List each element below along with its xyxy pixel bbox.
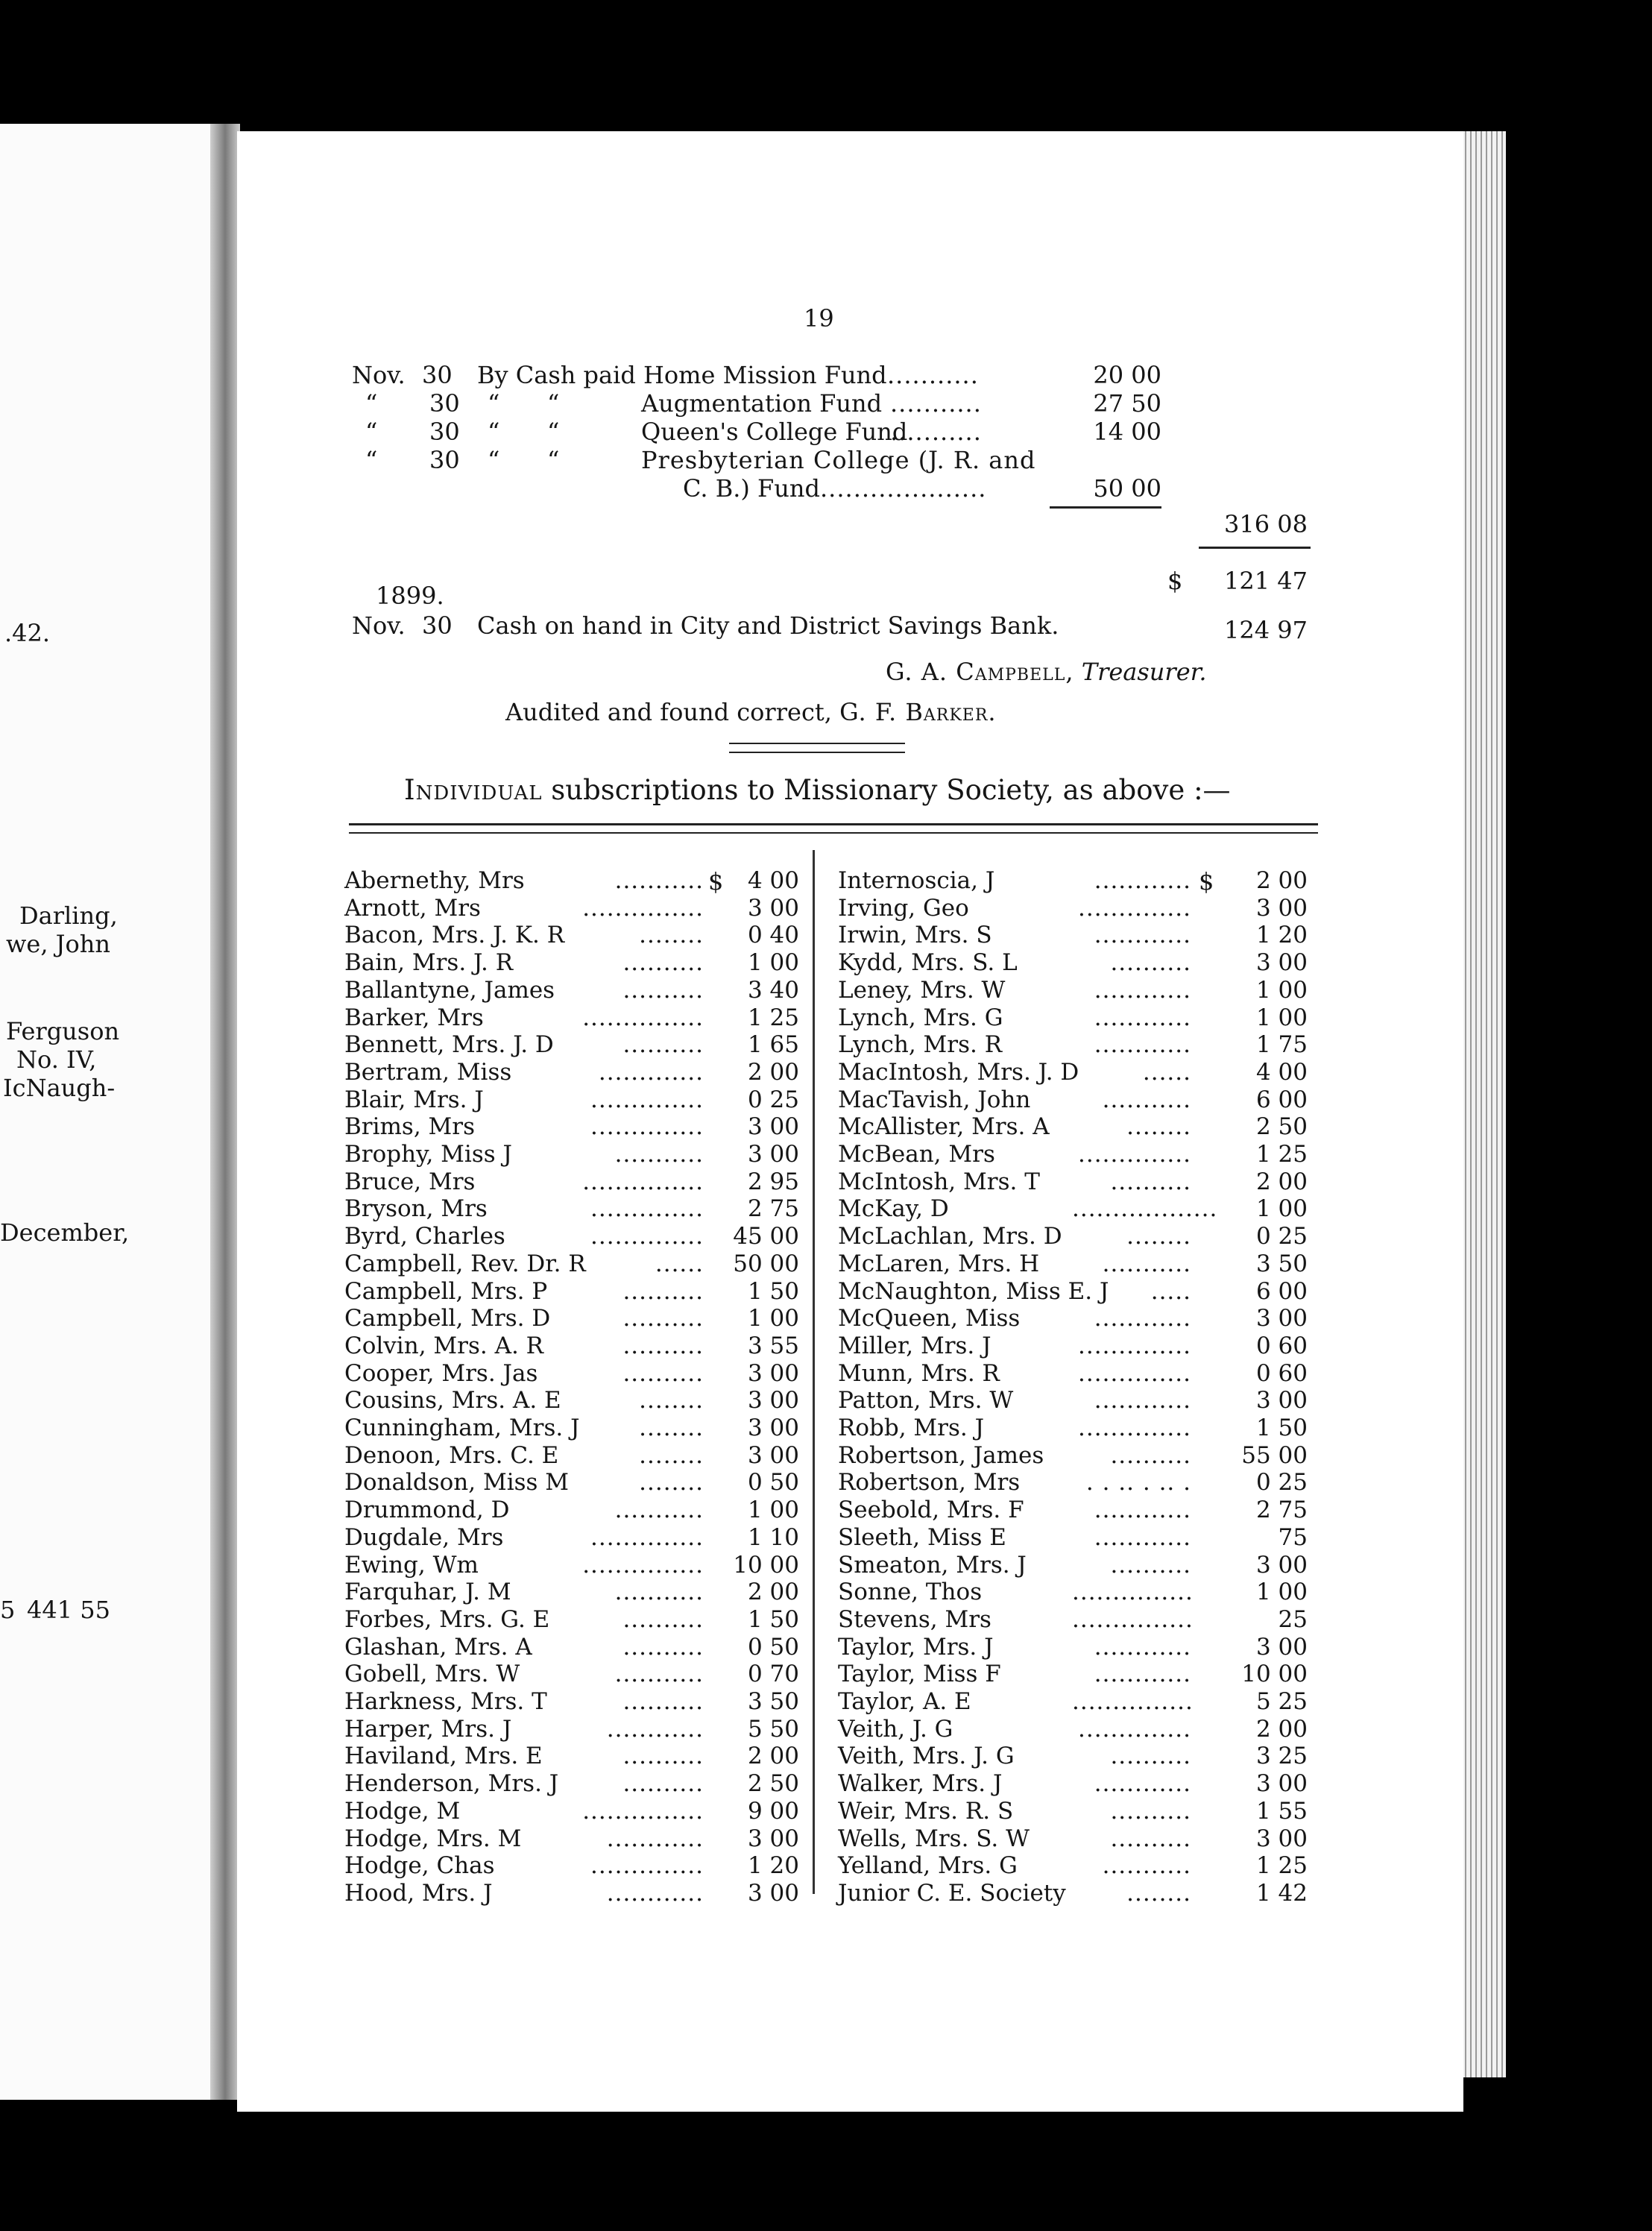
subscriber-name: Walker, Mrs. J (838, 1770, 1003, 1798)
subscription-amount: 1 00 (1255, 1004, 1308, 1031)
facing-page-fragment: .42. (4, 619, 51, 647)
subscription-amount: 4 00 (747, 867, 799, 894)
subscription-amount: 1 00 (1255, 1195, 1308, 1223)
subscriber-name: McNaughton, Miss E. J (838, 1277, 1109, 1305)
leader-dots: ........... (614, 1661, 704, 1688)
leader-dots: .......... (1110, 949, 1191, 977)
subscription-amount: 1 65 (747, 1031, 799, 1059)
subscriber-name: Sleeth, Miss E (838, 1523, 1006, 1551)
subscription-amount: 4 00 (1255, 1058, 1308, 1086)
facing-page-fragment: 5 (0, 1596, 16, 1624)
leader-dots: ............... (1072, 1579, 1194, 1606)
leader-dots: .......... (1110, 1797, 1191, 1825)
facing-page-fragment: we, John (6, 930, 110, 958)
leader-dots: ............ (1094, 1305, 1191, 1332)
subscriber-name: Bennett, Mrs. J. D (344, 1031, 554, 1059)
leader-dots: .............. (1078, 1359, 1191, 1387)
subscriber-name: Glashan, Mrs. A (344, 1633, 532, 1661)
subscription-amount: 1 10 (747, 1523, 799, 1551)
leader-dots: ............... (582, 1168, 704, 1195)
leader-dots: ............ (1094, 1633, 1191, 1661)
subscription-amount: 3 25 (1255, 1743, 1308, 1770)
leader-dots: .......... (622, 1743, 704, 1770)
subscription-amount: 3 50 (747, 1688, 799, 1715)
column-divider (813, 850, 815, 1894)
subscription-amount: 1 50 (747, 1277, 799, 1305)
subscriber-name: Bain, Mrs. J. R (344, 949, 514, 977)
leader-dots: .............. (590, 1086, 704, 1113)
treasurer-name: G. A. Campbell, (886, 658, 1074, 686)
leader-dots: .............. (590, 1523, 704, 1551)
payment-desc: By Cash paid Home Mission Fund (477, 361, 887, 389)
leader-dots: .......... (622, 1633, 704, 1661)
subscription-amount: 1 55 (1255, 1797, 1308, 1825)
leader-dots: .............. (1078, 894, 1191, 922)
subscription-amount: 45 00 (733, 1223, 799, 1250)
subscriber-name: McQueen, Miss (838, 1305, 1021, 1332)
year-label: 1899. (376, 582, 444, 610)
subscription-amount: 3 00 (747, 1415, 799, 1441)
subscriber-name: Leney, Mrs. W (838, 976, 1006, 1004)
payment-desc: Queen's College Fund (641, 418, 908, 446)
subscription-amount: 3 40 (747, 976, 799, 1004)
balance-amount: 121 47 (1224, 567, 1308, 595)
leader-dots: ........ (1126, 1223, 1191, 1250)
leader-dots: .......... (622, 1031, 704, 1059)
subscription-amount: 3 00 (747, 1441, 799, 1469)
subscription-amount: 3 00 (1255, 1770, 1308, 1798)
page-edges (1461, 131, 1506, 2077)
subscription-amount: 1 20 (1255, 922, 1308, 949)
subscriber-name: Hodge, Chas (344, 1852, 495, 1880)
leader-dots: ............ (606, 1715, 704, 1743)
payment-amount: 27 50 (1093, 389, 1161, 418)
subscription-amount: 10 00 (1241, 1661, 1308, 1688)
subscriber-name: Taylor, Mrs. J (838, 1633, 994, 1661)
leader-dots: ............ (1094, 1387, 1191, 1415)
leader-dots: .......... (1110, 1743, 1191, 1770)
subscriber-name: McIntosh, Mrs. T (838, 1168, 1040, 1195)
subscription-amount: 75 (1278, 1523, 1308, 1551)
closing-desc: Cash on hand in City and District Savings Bank. (477, 611, 1059, 640)
payment-amount: 20 00 (1093, 361, 1161, 389)
payment-desc: Augmentation Fund (641, 389, 883, 418)
subscription-amount: 2 00 (1255, 867, 1308, 894)
leader-dots: ............... (1072, 1688, 1194, 1715)
subscriber-name: Colvin, Mrs. A. R (344, 1332, 544, 1359)
leader-dots: ........ (639, 1415, 704, 1441)
subscription-amount: 3 55 (747, 1332, 799, 1359)
leader-dots: .......... (1110, 1441, 1191, 1469)
leader-dots: ........ (1126, 1113, 1191, 1141)
subscriber-name: Abernethy, Mrs (344, 867, 525, 894)
treasurer-title: Treasurer. (1081, 658, 1207, 686)
treasurer-signature (886, 658, 1207, 686)
leader-dots: .................... (820, 474, 987, 503)
leader-dots: .......... (622, 1305, 704, 1332)
subscriber-name: Campbell, Rev. Dr. R (344, 1250, 586, 1277)
subscriber-name: McAllister, Mrs. A (838, 1113, 1050, 1141)
right-column-currency: $ (1199, 867, 1214, 896)
subscriber-name: Denoon, Mrs. C. E (344, 1441, 559, 1469)
subscription-amount: 2 50 (1255, 1113, 1308, 1141)
subscriber-name: Wells, Mrs. S. W (838, 1825, 1030, 1852)
subscriber-name: Brophy, Miss J (344, 1141, 512, 1168)
subscription-amount: 2 75 (747, 1195, 799, 1223)
subscription-amount: 1 25 (1255, 1141, 1308, 1168)
leader-dots: .............. (1078, 1415, 1191, 1441)
subscriber-name: McKay, D (838, 1195, 949, 1223)
subscription-amount: 2 00 (747, 1743, 799, 1770)
subscription-amount: 2 00 (747, 1579, 799, 1606)
subscription-amount: 0 50 (747, 1633, 799, 1661)
leader-dots: ............ (1094, 1004, 1191, 1031)
leader-dots: ........... (614, 867, 704, 894)
subscriber-name: Henderson, Mrs. J (344, 1770, 559, 1798)
subscriber-name: Sonne, Thos (838, 1579, 983, 1606)
leader-dots: ............... (582, 1551, 704, 1579)
subscription-amount: 0 25 (1255, 1469, 1308, 1497)
leader-dots: .......... (622, 1688, 704, 1715)
subscriber-name: Munn, Mrs. R (838, 1359, 1000, 1387)
leader-dots: ............ (1094, 867, 1191, 894)
leader-dots: ............ (1094, 1523, 1191, 1551)
leader-dots: .......... (622, 1359, 704, 1387)
subscriber-name: Hodge, Mrs. M (344, 1825, 522, 1852)
subscriber-name: Blair, Mrs. J (344, 1086, 484, 1113)
subscription-amount: 2 00 (747, 1058, 799, 1086)
leader-dots: ........ (1126, 1879, 1191, 1907)
payment-desc: Presbyterian College (J. R. and (641, 446, 1036, 474)
leader-dots: ............ (1094, 1497, 1191, 1524)
leader-dots: ........... (614, 1141, 704, 1168)
document-page (237, 131, 1463, 2112)
subscription-amount: 25 (1278, 1605, 1308, 1633)
leader-dots: ..... (1150, 1277, 1191, 1305)
facing-page-fragment: December, (0, 1218, 130, 1247)
subscriber-name: Campbell, Mrs. D (344, 1305, 551, 1332)
closing-amount: 124 97 (1224, 616, 1308, 644)
subscriber-name: Irving, Geo (838, 894, 969, 922)
subscription-amount: 9 00 (747, 1797, 799, 1825)
subscription-amount: 1 00 (747, 1497, 799, 1524)
ditto-mark: “ (547, 389, 560, 418)
leader-dots: .......... (1110, 1168, 1191, 1195)
payment-amount: 14 00 (1093, 418, 1161, 446)
payment-day: 30 (429, 418, 460, 446)
ditto-mark: “ (547, 418, 560, 446)
subscription-amount: 3 00 (1255, 949, 1308, 977)
payment-desc-continued: C. B.) Fund (683, 474, 820, 503)
subscriber-name: Byrd, Charles (344, 1223, 505, 1250)
leader-dots: ............ (1094, 976, 1191, 1004)
subscription-amount: 3 00 (747, 894, 799, 922)
subscription-amount: 3 00 (1255, 1633, 1308, 1661)
subscriber-name: Patton, Mrs. W (838, 1387, 1014, 1415)
subscriber-name: MacIntosh, Mrs. J. D (838, 1058, 1079, 1086)
payments-subtotal: 316 08 (1224, 510, 1308, 538)
subscription-amount: 2 95 (747, 1168, 799, 1195)
subscription-amount: 55 00 (1241, 1441, 1308, 1469)
ditto-mark: “ (365, 389, 378, 418)
subscription-amount: 1 00 (747, 1305, 799, 1332)
subscription-amount: 3 00 (747, 1387, 799, 1415)
leader-dots: ........... (887, 361, 979, 389)
subscription-amount: 3 00 (1255, 1551, 1308, 1579)
subscriber-name: McBean, Mrs (838, 1141, 995, 1168)
subscriber-name: Hood, Mrs. J (344, 1879, 493, 1907)
facing-page-fragment: Ferguson (6, 1017, 120, 1045)
subscriber-name: Robertson, Mrs (838, 1469, 1021, 1497)
subscriber-name: Forbes, Mrs. G. E (344, 1605, 550, 1633)
subscription-amount: 6 00 (1255, 1277, 1308, 1305)
leader-dots: ............ (1094, 922, 1191, 949)
subscriber-name: Bryson, Mrs (344, 1195, 488, 1223)
ditto-mark: “ (365, 418, 378, 446)
payment-day: 30 (429, 389, 460, 418)
subscriber-name: Harkness, Mrs. T (344, 1688, 547, 1715)
subscription-amount: 3 00 (747, 1825, 799, 1852)
subscriber-name: Internoscia, J (838, 867, 995, 894)
subscriber-name: Stevens, Mrs (838, 1605, 991, 1633)
leader-dots: .......... (622, 976, 704, 1004)
sum-rule (1050, 506, 1161, 509)
subscription-amount: 6 00 (1255, 1086, 1308, 1113)
subscription-amount: 3 00 (747, 1879, 799, 1907)
section-divider (729, 743, 905, 744)
facing-page-fragment: No. IV, (16, 1045, 97, 1074)
leader-dots: .......... (622, 1770, 704, 1798)
subscription-amount: 50 00 (733, 1250, 799, 1277)
subscription-amount: 0 40 (747, 922, 799, 949)
leader-dots: ........... (1102, 1250, 1191, 1277)
ditto-mark: “ (488, 389, 500, 418)
subscriber-name: Robb, Mrs. J (838, 1415, 985, 1441)
subscription-amount: 1 42 (1255, 1879, 1308, 1907)
subscriber-name: Ewing, Wm (344, 1551, 479, 1579)
book-gutter (210, 124, 240, 2100)
subscription-amount: 1 50 (747, 1605, 799, 1633)
subscription-amount: 1 25 (1255, 1852, 1308, 1880)
subscriber-name: Veith, Mrs. J. G (838, 1743, 1015, 1770)
leader-dots: .......... (622, 1277, 704, 1305)
sum-rule (1199, 547, 1311, 549)
leader-dots: .................. (1072, 1195, 1218, 1223)
facing-page-fragment: Darling, (19, 901, 118, 930)
subscription-amount: 0 25 (747, 1086, 799, 1113)
leader-dots: ........... (1102, 1086, 1191, 1113)
subscriber-name: Seebold, Mrs. F (838, 1497, 1024, 1524)
leader-dots: ............ (1094, 1770, 1191, 1798)
closing-day: 30 (422, 611, 453, 640)
subscriber-name: Farquhar, J. M (344, 1579, 511, 1606)
payment-day: 30 (422, 361, 453, 389)
subscription-amount: 0 60 (1255, 1359, 1308, 1387)
payment-month: Nov. (352, 361, 406, 389)
subscription-amount: 2 00 (1255, 1715, 1308, 1743)
leader-dots: ............... (582, 1004, 704, 1031)
subscriber-name: Lynch, Mrs. G (838, 1004, 1003, 1031)
leader-dots: ........... (890, 418, 982, 446)
leader-dots: .............. (590, 1852, 704, 1880)
leader-dots: ............ (606, 1825, 704, 1852)
subscriber-name: Bruce, Mrs (344, 1168, 476, 1195)
table-top-rule (349, 823, 1318, 825)
subscription-amount: 1 25 (747, 1004, 799, 1031)
subscription-amount: 1 00 (747, 949, 799, 977)
leader-dots: .............. (1078, 1715, 1191, 1743)
subscription-amount: 1 50 (1255, 1415, 1308, 1441)
subscriber-name: McLachlan, Mrs. D (838, 1223, 1062, 1250)
subscription-amount: 2 75 (1255, 1497, 1308, 1524)
payment-amount: 50 00 (1093, 474, 1161, 503)
leader-dots: ............ (1094, 1661, 1191, 1688)
subscriber-name: Weir, Mrs. R. S (838, 1797, 1014, 1825)
subscriber-name: Taylor, Miss F (838, 1661, 1001, 1688)
subscriber-name: Junior C. E. Society (838, 1879, 1066, 1907)
subscriber-name: Cunningham, Mrs. J (344, 1415, 580, 1441)
subscription-amount: 0 50 (747, 1469, 799, 1497)
leader-dots: .............. (1078, 1141, 1191, 1168)
subscription-amount: 1 00 (1255, 1579, 1308, 1606)
payment-day: 30 (429, 446, 460, 474)
subscriber-name: MacTavish, John (838, 1086, 1031, 1113)
auditor-name: G. F. Barker. (839, 698, 997, 726)
subscription-amount: 0 60 (1255, 1332, 1308, 1359)
subscription-amount: 1 20 (747, 1852, 799, 1880)
subscriber-name: Lynch, Mrs. R (838, 1031, 1003, 1059)
audit-statement (505, 698, 997, 726)
leader-dots: .......... (622, 1332, 704, 1359)
leader-dots: ........ (639, 922, 704, 949)
leader-dots: ............... (1072, 1605, 1194, 1633)
subscription-amount: 1 00 (1255, 976, 1308, 1004)
subscriber-name: Kydd, Mrs. S. L (838, 949, 1018, 977)
ditto-mark: “ (547, 446, 560, 474)
subscription-amount: 3 00 (1255, 1825, 1308, 1852)
subscription-amount: 1 75 (1255, 1031, 1308, 1059)
leader-dots: .......... (1110, 1825, 1191, 1852)
ditto-mark: “ (488, 446, 500, 474)
ditto-mark: “ (365, 446, 378, 474)
leader-dots: ............... (582, 894, 704, 922)
subscriber-name: Harper, Mrs. J (344, 1715, 512, 1743)
leader-dots: ........ (639, 1387, 704, 1415)
subscriber-name: Veith, J. G (838, 1715, 953, 1743)
subscriber-name: Brims, Mrs (344, 1113, 475, 1141)
subscriber-name: Cousins, Mrs. A. E (344, 1387, 561, 1415)
left-column-currency: $ (708, 867, 724, 896)
leader-dots: .............. (590, 1223, 704, 1250)
subscriber-name: Haviland, Mrs. E (344, 1743, 543, 1770)
subscriber-name: Irwin, Mrs. S (838, 922, 992, 949)
subscriber-name: Drummond, D (344, 1497, 510, 1524)
subscription-amount: 3 50 (1255, 1250, 1308, 1277)
ditto-mark: “ (488, 418, 500, 446)
subscription-amount: 3 00 (747, 1141, 799, 1168)
leader-dots: .............. (590, 1195, 704, 1223)
leader-dots: ........... (614, 1497, 704, 1524)
facing-page-fragment: 441 55 (27, 1596, 110, 1624)
leader-dots: ............ (606, 1879, 704, 1907)
leader-dots: .............. (590, 1113, 704, 1141)
subscriber-name: Gobell, Mrs. W (344, 1661, 520, 1688)
subscriber-name: Hodge, M (344, 1797, 461, 1825)
subscription-amount: 3 00 (747, 1113, 799, 1141)
subscriber-name: Dugdale, Mrs (344, 1523, 504, 1551)
subscriber-name: Miller, Mrs. J (838, 1332, 991, 1359)
subscriber-name: Donaldson, Miss M (344, 1469, 570, 1497)
subscriber-name: Yelland, Mrs. G (838, 1852, 1018, 1880)
leader-dots: ............. (598, 1058, 704, 1086)
subscriber-name: Bertram, Miss (344, 1058, 512, 1086)
leader-dots: ........ (639, 1441, 704, 1469)
subscription-amount: 3 00 (747, 1359, 799, 1387)
subscription-amount: 0 25 (1255, 1223, 1308, 1250)
subscriber-name: Campbell, Mrs. P (344, 1277, 548, 1305)
audit-text: Audited and found correct, (505, 698, 832, 726)
subscriber-name: Ballantyne, James (344, 976, 555, 1004)
subscriber-name: Robertson, James (838, 1441, 1044, 1469)
subscriber-name: McLaren, Mrs. H (838, 1250, 1040, 1277)
subscriber-name: Arnott, Mrs (344, 894, 481, 922)
leader-dots: ........... (1102, 1852, 1191, 1880)
section-divider (729, 752, 905, 753)
leader-dots: ...... (655, 1250, 704, 1277)
subscription-amount: 3 00 (1255, 1387, 1308, 1415)
subscription-amount: 3 00 (1255, 1305, 1308, 1332)
subscriber-name: Barker, Mrs (344, 1004, 484, 1031)
subscription-amount: 5 50 (747, 1715, 799, 1743)
page-number: 19 (804, 304, 834, 333)
leader-dots: ........... (614, 1579, 704, 1606)
leader-dots: ........... (890, 389, 982, 418)
table-top-rule (349, 832, 1318, 834)
leader-dots: ........ (639, 1469, 704, 1497)
subscriptions-heading-rest: subscriptions to Missionary Society, as above :— (551, 774, 1231, 806)
subscriber-name: Bacon, Mrs. J. K. R (344, 922, 565, 949)
leader-dots: .............. (1078, 1332, 1191, 1359)
subscription-amount: 10 00 (733, 1551, 799, 1579)
leader-dots: .......... (622, 949, 704, 977)
facing-page (0, 124, 224, 2100)
leader-dots: .......... (1110, 1551, 1191, 1579)
balance-currency: $ (1167, 567, 1183, 595)
leader-dots: . . .. . .. . (1085, 1469, 1191, 1497)
closing-month: Nov. (352, 611, 406, 640)
leader-dots: ...... (1142, 1058, 1191, 1086)
subscription-amount: 0 70 (747, 1661, 799, 1688)
subscription-amount: 3 00 (1255, 894, 1308, 922)
facing-page-fragment: IcNaugh- (3, 1074, 116, 1102)
subscriptions-heading (404, 774, 1231, 806)
subscription-amount: 5 25 (1255, 1688, 1308, 1715)
leader-dots: ............... (582, 1797, 704, 1825)
subscriber-name: Smeaton, Mrs. J (838, 1551, 1027, 1579)
subscriptions-heading-lead: Individual (404, 774, 543, 806)
subscription-amount: 2 00 (1255, 1168, 1308, 1195)
leader-dots: ............ (1094, 1031, 1191, 1059)
leader-dots: .......... (622, 1605, 704, 1633)
subscriber-name: Cooper, Mrs. Jas (344, 1359, 538, 1387)
subscriber-name: Taylor, A. E (838, 1688, 971, 1715)
subscription-amount: 2 50 (747, 1770, 799, 1798)
